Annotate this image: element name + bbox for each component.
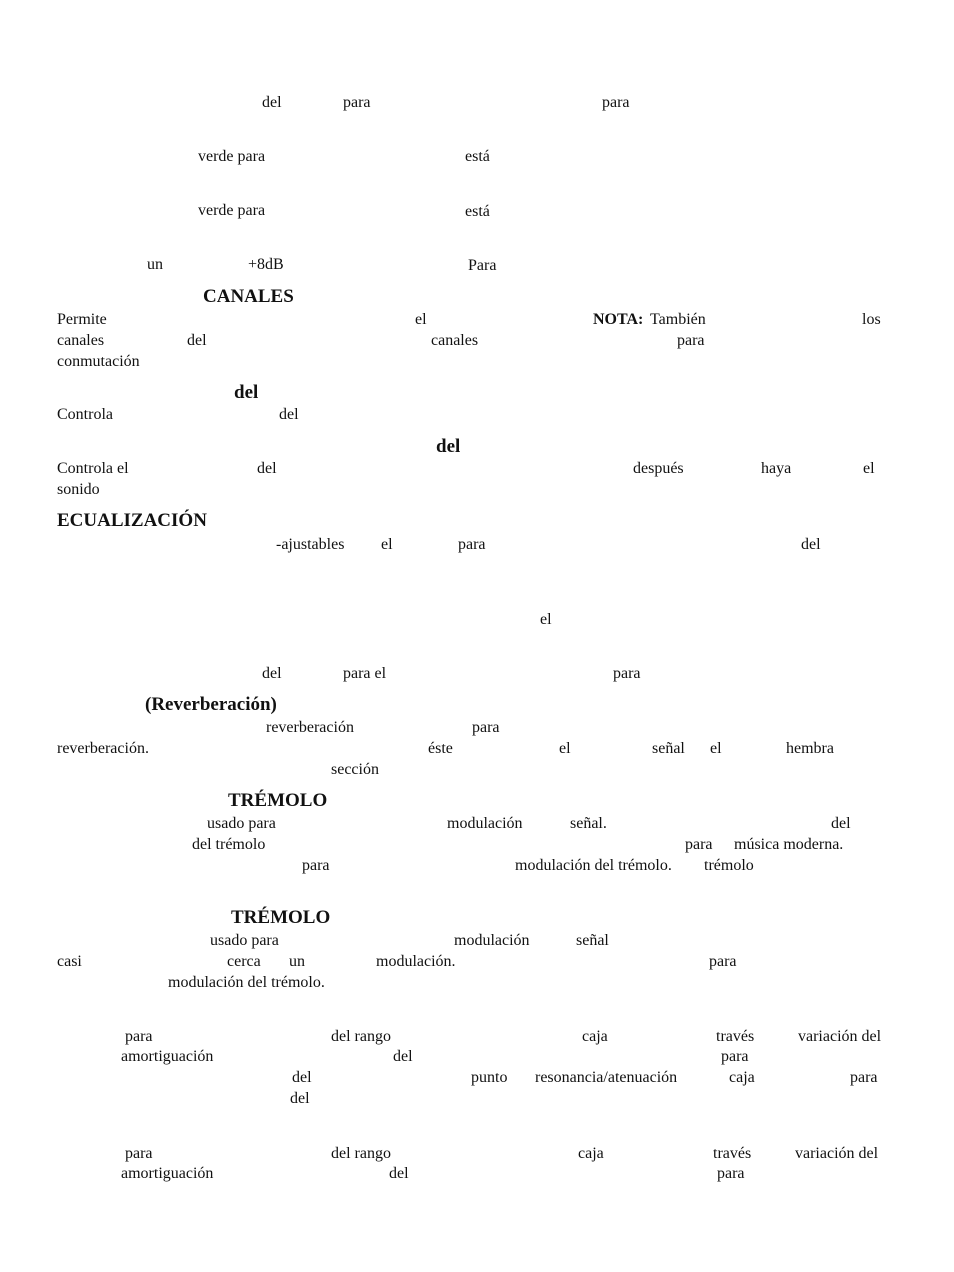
text-fragment: haya (761, 460, 792, 477)
text-fragment: está (465, 148, 490, 165)
text-fragment: sonido (57, 481, 100, 498)
section-heading-ecualizacion: ECUALIZACIÓN (57, 510, 207, 531)
text-fragment: variación del (798, 1028, 882, 1045)
text-fragment: -ajustables (276, 536, 345, 553)
text-fragment: después (633, 460, 684, 477)
text-fragment: conmutación (57, 353, 140, 370)
text-fragment: para (709, 953, 737, 970)
section-heading-tremolo-2: TRÉMOLO (231, 907, 331, 928)
text-fragment: del (257, 460, 277, 477)
text-fragment: Controla el (57, 460, 129, 477)
text-fragment: usado para (210, 932, 279, 949)
text-fragment: verde para (198, 148, 266, 165)
text-fragment: del (279, 406, 299, 423)
text-fragment: usado para (207, 815, 276, 832)
text-fragment: reverberación (266, 719, 354, 736)
text-fragment: para (685, 836, 713, 853)
text-fragment: modulación (447, 815, 523, 832)
text-fragment: resonancia/atenuación (535, 1069, 678, 1086)
text-fragment: el (710, 740, 722, 757)
text-fragment: para (343, 94, 371, 111)
text-fragment: reverberación. (57, 740, 149, 757)
section-heading-del-2: del (436, 436, 461, 457)
text-fragment: el (559, 740, 571, 757)
text-fragment: está (465, 203, 490, 220)
text-fragment: música moderna. (734, 836, 844, 853)
text-fragment: señal. (570, 815, 607, 832)
text-fragment: del rango (331, 1028, 391, 1045)
text-fragment: los (862, 311, 881, 328)
section-heading-del: del (234, 382, 259, 403)
text-fragment: Permite (57, 311, 107, 328)
text-fragment: También (650, 311, 706, 328)
text-fragment: casi (57, 953, 82, 970)
text-fragment: para (721, 1048, 749, 1065)
text-fragment: modulación. (376, 953, 456, 970)
text-fragment: Controla (57, 406, 113, 423)
text-fragment: del (393, 1048, 413, 1065)
text-fragment: modulación del trémolo. (168, 974, 325, 991)
text-fragment: del (262, 665, 282, 682)
text-fragment: caja (729, 1069, 755, 1086)
text-fragment: para (125, 1028, 153, 1045)
text-fragment: para (125, 1145, 153, 1162)
text-fragment: para (717, 1165, 745, 1182)
text-fragment: modulación del trémolo. (515, 857, 672, 874)
text-fragment: el (863, 460, 875, 477)
text-fragment: para (602, 94, 630, 111)
text-fragment: sección (331, 761, 379, 778)
text-fragment: hembra (786, 740, 834, 757)
text-fragment: del (801, 536, 821, 553)
note-label: NOTA: (593, 311, 644, 328)
text-fragment: para el (343, 665, 387, 682)
text-fragment: amortiguación (121, 1165, 214, 1182)
text-fragment: señal (652, 740, 685, 757)
text-fragment: del (389, 1165, 409, 1182)
text-fragment: el (415, 311, 427, 328)
text-fragment: cerca (227, 953, 261, 970)
text-fragment: caja (582, 1028, 608, 1045)
text-fragment: +8dB (248, 256, 284, 273)
text-fragment: para (677, 332, 705, 349)
text-fragment: del rango (331, 1145, 391, 1162)
text-fragment: un (289, 953, 305, 970)
text-fragment: verde para (198, 202, 266, 219)
text-fragment: del trémolo (192, 836, 266, 853)
text-fragment: para (472, 719, 500, 736)
text-fragment: variación del (795, 1145, 879, 1162)
text-fragment: través (716, 1028, 755, 1045)
text-fragment: éste (428, 740, 453, 757)
text-fragment: modulación (454, 932, 530, 949)
section-heading-tremolo: TRÉMOLO (228, 790, 328, 811)
section-heading-reverberacion: (Reverberación) (145, 694, 277, 715)
text-fragment: del (187, 332, 207, 349)
section-heading-canales: CANALES (203, 286, 294, 307)
text-fragment: un (147, 256, 163, 273)
text-fragment: para (458, 536, 486, 553)
text-fragment: punto (471, 1069, 508, 1086)
text-fragment: del (262, 94, 282, 111)
text-fragment: para (850, 1069, 878, 1086)
text-fragment: para (613, 665, 641, 682)
text-fragment: Para (468, 257, 497, 274)
text-fragment: del (290, 1090, 310, 1107)
text-fragment: través (713, 1145, 752, 1162)
text-fragment: canales (57, 332, 105, 349)
text-fragment: del (831, 815, 851, 832)
text-fragment: canales (431, 332, 479, 349)
text-fragment: el (540, 611, 552, 628)
text-fragment: para (302, 857, 330, 874)
text-fragment: señal (576, 932, 609, 949)
text-fragment: trémolo (704, 857, 754, 874)
text-fragment: caja (578, 1145, 604, 1162)
text-fragment: amortiguación (121, 1048, 214, 1065)
text-fragment: del (292, 1069, 312, 1086)
text-fragment: el (381, 536, 393, 553)
